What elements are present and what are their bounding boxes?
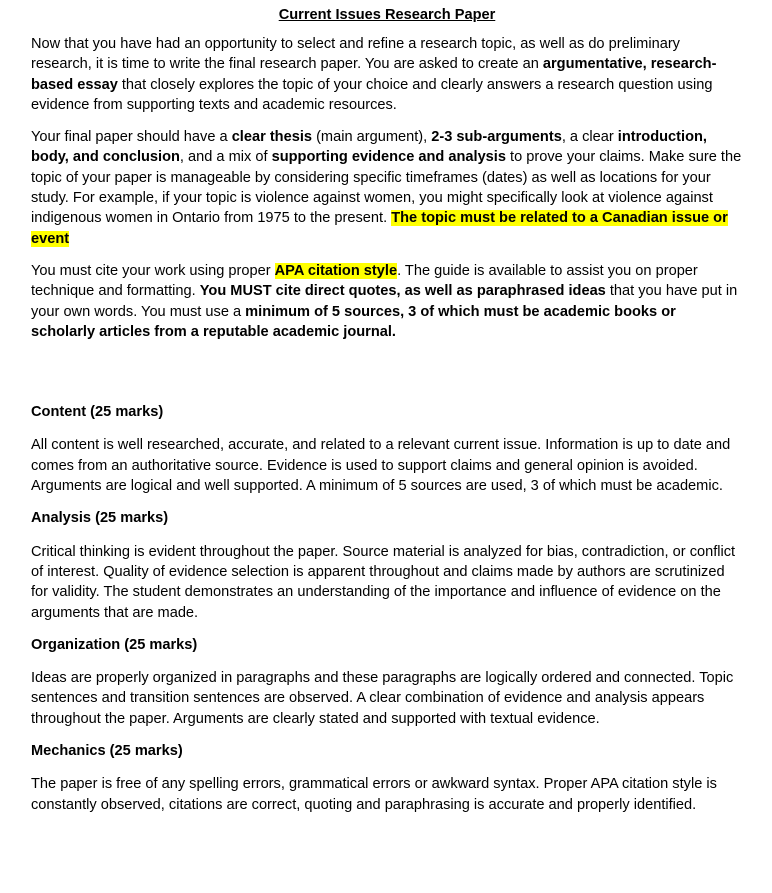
thesis-highlight-canadian: The topic must be related to a Canadian issue or event [31,210,728,247]
rubric-text-organization: Ideas are properly organized in paragraphs and these paragraphs are logically ordered and connected. Topic sentences and transition sentences are observed. A clear combination of evidence and analysis appears throughout the paper. Arguments are clearly stated and supported with textual evidence. [31,670,734,727]
intro-text-1: Now that you have had an opportunity to select and refine a research topic, as well as do preliminary research, it is time to write the final research paper. You are asked to create an [31,36,680,73]
thesis-text-3: , a clear [561,129,618,146]
rubric-text-mechanics: The paper is free of any spelling errors, grammatical errors or awkward syntax. Proper APA citation style is constantly observed, citations are correct, quoting and paraphrasing is accurate and properly identified. [31,776,717,813]
citation-text-1: You must cite your work using proper [31,262,275,279]
thesis-bold-clear-thesis: clear thesis [231,129,313,146]
document-page [31,6,743,827]
citation-text-2: . The guide is available to assist you on proper technique and formatting. [31,262,698,300]
intro-bold-essay-type: argumentative, research-based essay [31,56,717,93]
rubric-heading-content: Content (25 marks) [31,404,164,421]
rubric-heading-mechanics: Mechanics (25 marks) [31,743,183,760]
thesis-text-1: Your final paper should have a [31,129,232,146]
thesis-paragraph [31,127,743,249]
rubric-heading-analysis: Analysis (25 marks) [31,510,169,527]
page-title: Current Issues Research Paper [278,7,496,23]
thesis-bold-evidence: supporting evidence and analysis [271,149,506,166]
citation-bold-sources: minimum of 5 sources, 3 of which must be academic books or scholarly articles from a reputable academic journal. [31,303,676,340]
intro-text-2: that closely explores the topic of your choice and clearly answers a research question using evidence from supporting texts and academic resources. [31,76,713,113]
section-spacer [31,354,743,402]
citation-text-3: that you have put in your own words. You must use a [31,283,738,320]
thesis-text-5: to prove your claims. Make sure the topic of your paper is manageable by considering specific timeframes (dates) as well as locations for your study. For example, if your topic is violence against women, you might specifically look at violence against indigenous women in Ontario from 1975 to the present. [31,149,742,227]
citation-highlight-apa: APA citation style [274,262,398,279]
thesis-bold-sub-arguments: 2-3 sub-arguments [431,129,562,146]
thesis-text-2: (main argument), [312,129,432,146]
citation-bold-must-cite: You MUST cite direct quotes, as well as paraphrased ideas [199,283,606,300]
rubric-text-analysis: Critical thinking is evident throughout the paper. Source material is analyzed for bias, contradiction, or conflict of interest. Quality of evidence selection is apparent throughout and claims made by authors are scrutinized for validity. The student demonstrates an understanding of the importance and influence of evidence on the arguments that are made. [31,543,736,621]
rubric-text-content: All content is well researched, accurate, and related to a relevant current issue. Information is up to date and comes from an authoritative source. Evidence is used to support claims and general opinion is avoided. Arguments are logical and well supported. A minimum of 5 sources are used, 3 of which must be academic. [31,437,731,495]
thesis-bold-structure: introduction, body, and conclusion [31,129,707,166]
citation-paragraph [31,261,743,342]
thesis-text-4: , and a mix of [179,149,272,166]
intro-paragraph [31,34,743,115]
rubric-heading-organization: Organization (25 marks) [31,636,198,653]
